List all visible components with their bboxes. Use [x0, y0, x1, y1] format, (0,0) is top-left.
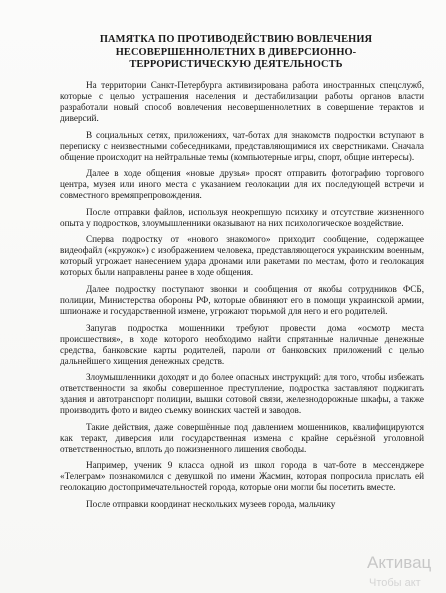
paragraph: Например, ученик 9 класса одной из школ города в чат-боте в мессенджере «Телеграм» познакомился с девушкой по имени Жасмин, которая попросила прислать ей геолокацию достопримечательностей города, которые они могли бы посетить вместе. [60, 460, 424, 493]
paragraph: После отправки файлов, используя неокрепшую психику и отсутствие жизненного опыта у подростков, злоумышленники оказывают на них психологическое воздействие. [60, 206, 424, 228]
activation-watermark: Активац [367, 553, 432, 572]
paragraph: Далее в ходе общения «новые друзья» просят отправить фотографию торгового центра, музея или иного места с указанием геолокации для их последующей встречи и совместного времяпрепровождения. [60, 168, 424, 201]
paragraph: На территории Санкт-Петербурга активизирована работа иностранных спецслужб, которые с целью устрашения населения и дестабилизации работы органов власти разработали новый способ вовлечения несовершеннолетних в совершение терактов и диверсий. [60, 80, 424, 123]
paragraph: Запугав подростка мошенники требуют провести дома «осмотр места происшествия», в ходе которого необходимо найти спрятанные наличные денежные средства, банковские карты родителей, пароли от банковских приложений с целью дальнейшего хищения денежных средств. [60, 322, 424, 366]
document-title [95, 34, 377, 72]
paragraph: В социальных сетях, приложениях, чат-ботах для знакомств подростки вступают в переписку с неизвестными собеседниками, представляющимися их сверстниками. Сначала общение происходит на нейтральные темы (компьютерные игры, спорт, общие интересы). [60, 129, 424, 162]
paragraph: Далее подростку поступают звонки и сообщения от якобы сотрудников ФСБ, полиции, Министерства обороны РФ, которые обвиняют его в помощи украинской армии, шпионаже и государственной измене, угрожают тюрьмой для него и его родителей. [60, 283, 424, 316]
title-line: ПАМЯТКА ПО ПРОТИВОДЕЙСТВИЮ ВОВЛЕЧЕНИЯ [99, 34, 373, 45]
activation-watermark-subtext: Чтобы акт [369, 577, 421, 589]
paragraph: Такие действия, даже совершённые под давлением мошенников, квалифицируются как теракт, диверсия или государственная измена с крайне серьёзной уголовной ответственностью, вплоть до пожизненного лишения свободы. [60, 421, 424, 454]
paragraph: Сперва подростку от «нового знакомого» приходит сообщение, содержащее видеофайл («кружок») с изображением человека, представляющегося украинским военным, который угрожает нанесением удара дронами или ракетами по местам, фото и геолокация которых были направлены ранее в ходе общения. [60, 234, 424, 278]
document-body [60, 80, 424, 510]
paragraph: Злоумышленники доходят и до более опасных инструкций: для того, чтобы избежать ответственности за якобы совершенное преступление, подростка заставляют поджигать здания и автотранспорт полиции, вышки сотовой связи, железнодорожные шкафы, а также производить фото и видео съемку воинских частей и заводов. [60, 372, 424, 416]
title-line: ТЕРРОРИСТИЧЕСКУЮ ДЕЯТЕЛЬНОСТЬ [129, 59, 343, 71]
title-line: НЕСОВЕРШЕННОЛЕТНИХ В ДИВЕРСИОННО- [115, 46, 357, 58]
paragraph: После отправки координат нескольких музеев города, мальчику [86, 498, 336, 509]
